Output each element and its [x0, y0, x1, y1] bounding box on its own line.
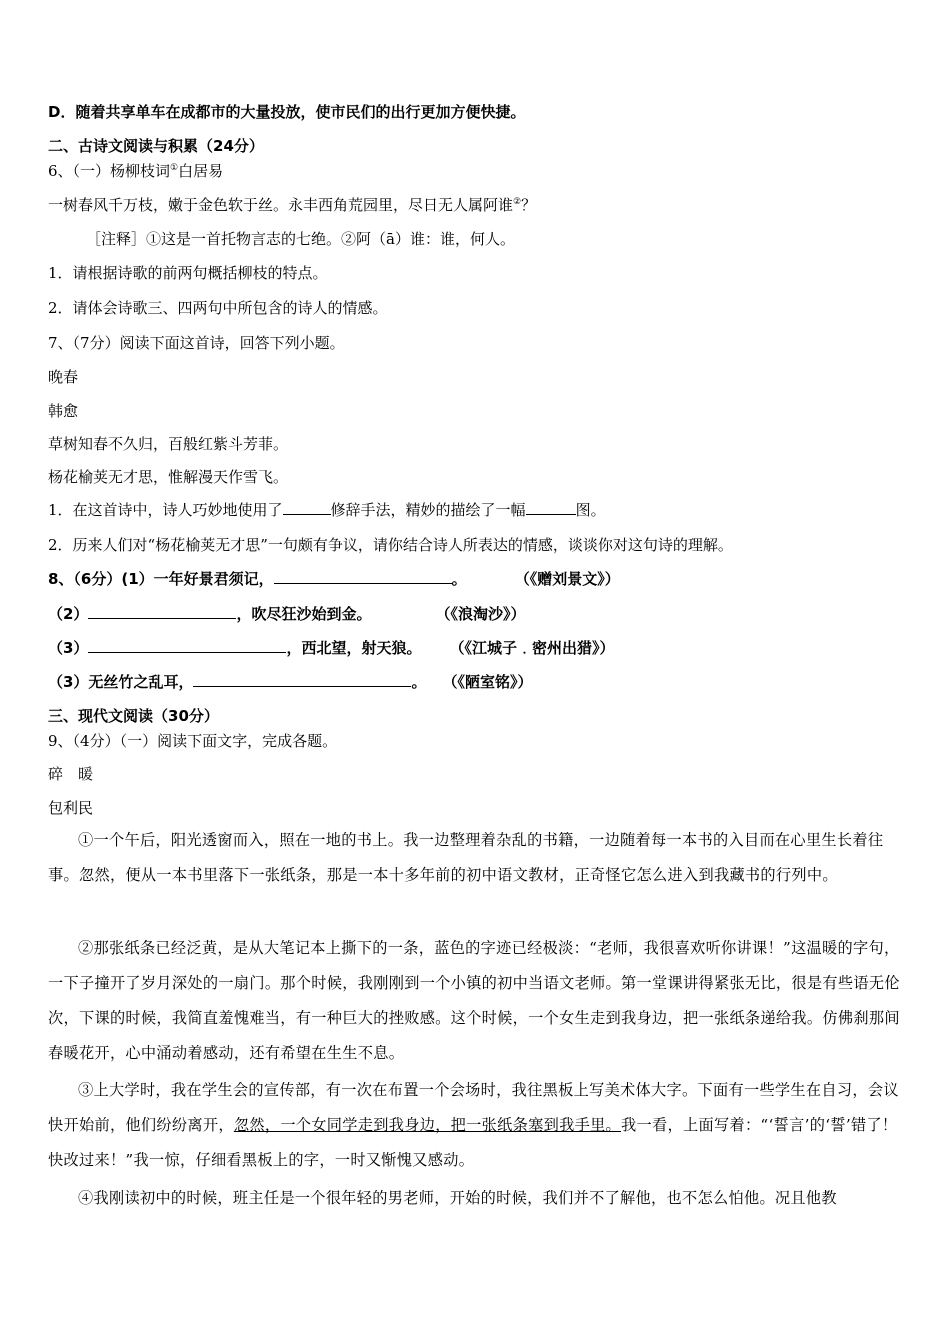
answer-blank[interactable]	[526, 500, 576, 515]
q8-line-3: （3） ，西北望，射天狼。 （《江城子﹒密州出猎》）	[48, 639, 615, 657]
article-paragraph-2: ②那张纸条已经泛黄，是从大笔记本上撕下的一条，蓝色的字迹已经极淡：“老师，我很喜欢听你讲课！”这温暖的字句，一下子撞开了岁月深处的一扇门。那个时候，我刚刚到一个小镇的初中当语文老师。第一堂课讲得紧张无比，很是有些语无伦次，下课的时候，我简直羞愧难当，有一种巨大的挫败感。这个时候，一个女生走到我身边，把一张纸条递给我。仿佛刹那间春暖花开，心中涌动着感动，还有希望在生生不息。	[48, 939, 900, 1062]
q8-line-4: （3）无丝竹之乱耳， 。 （《陋室铭》）	[48, 673, 533, 691]
q6-poem: 一树春风千万枝，嫩于金色软于丝。永丰西角荒园里，尽日无人属阿谁②？	[48, 196, 537, 214]
q6-head: 6、（一）杨柳枝词①白居易	[48, 162, 224, 180]
article-title: 碎 暖	[48, 765, 94, 783]
underlined-sentence: 忽然，一个女同学走到我身边，把一张纸条塞到我手里。	[233, 1116, 622, 1134]
q7-poem-author: 韩愈	[48, 402, 79, 420]
answer-blank[interactable]	[274, 569, 452, 584]
q7-poem-title: 晚春	[48, 368, 79, 386]
article-paragraph-4: ④我刚读初中的时候，班主任是一个很年轻的男老师，开始的时候，我们并不了解他，也不怎么怕他。况且他教	[78, 1189, 837, 1207]
answer-blank[interactable]	[283, 500, 331, 515]
q7-head: 7、（7分）阅读下面这首诗，回答下列小题。	[48, 334, 345, 352]
q7-item-2: 2．历来人们对“杨花榆荚无才思”一句颇有争议，请你结合诗人所表达的情感，谈谈你对这句诗的理解。	[48, 536, 733, 554]
q6-note: ［注释］①这是一首托物言志的七绝。②阿（ā）谁：谁，何人。	[86, 230, 515, 248]
section-2-heading: 二、古诗文阅读与积累（24分）	[48, 137, 264, 155]
article-author: 包利民	[48, 799, 94, 817]
answer-blank[interactable]	[193, 672, 411, 687]
q7-poem-line-2: 杨花榆荚无才思，惟解漫天作雪飞。	[48, 468, 289, 486]
section-3-heading: 三、现代文阅读（30分）	[48, 707, 219, 725]
article-paragraph-3: ③上大学时，我在学生会的宣传部，有一次在布置一个会场时，我往黑板上写美术体大字。下面有一些学生在自习，会议快开始前，他们纷纷离开，忽然，一个女同学走到我身边，把一张纸条塞到我手里。我一看，上面写着：“‘誓言’的‘誓’错了！快改过来！”我一惊，仔细看黑板上的字，一时又惭愧又感动。	[48, 1081, 899, 1169]
option-d: D．随着共享单车在成都市的大量投放，使市民们的出行更加方便快捷。	[48, 103, 526, 121]
q7-poem-line-1: 草树知春不久归，百般红紫斗芳菲。	[48, 435, 289, 453]
q6-item-2: 2．请体会诗歌三、四两句中所包含的诗人的情感。	[48, 299, 388, 317]
q6-item-1: 1．请根据诗歌的前两句概括柳枝的特点。	[48, 264, 328, 282]
q9-head: 9、（4分）（一）阅读下面文字，完成各题。	[48, 732, 338, 750]
article-paragraph-1: ①一个午后，阳光透窗而入，照在一地的书上。我一边整理着杂乱的书籍，一边随着每一本书的入目而在心里生长着往事。忽然，便从一本书里落下一张纸条，那是一本十多年前的初中语文教材，正奇怪它怎么进入到我藏书的行列中。	[48, 831, 884, 884]
footnote-1: ①	[170, 163, 179, 173]
q8-line-2: （2） ，吹尽狂沙始到金。 （《浪淘沙》）	[48, 605, 526, 623]
answer-blank[interactable]	[88, 638, 286, 653]
answer-blank[interactable]	[88, 604, 236, 619]
q7-item-1: 1．在这首诗中，诗人巧妙地使用了 修辞手法，精妙的描绘了一幅 图。	[48, 501, 606, 519]
footnote-2: ②	[513, 197, 522, 207]
q8-line-1: 8、（6分）(1）一年好景君须记， 。 （《赠刘景文》）	[48, 570, 620, 588]
